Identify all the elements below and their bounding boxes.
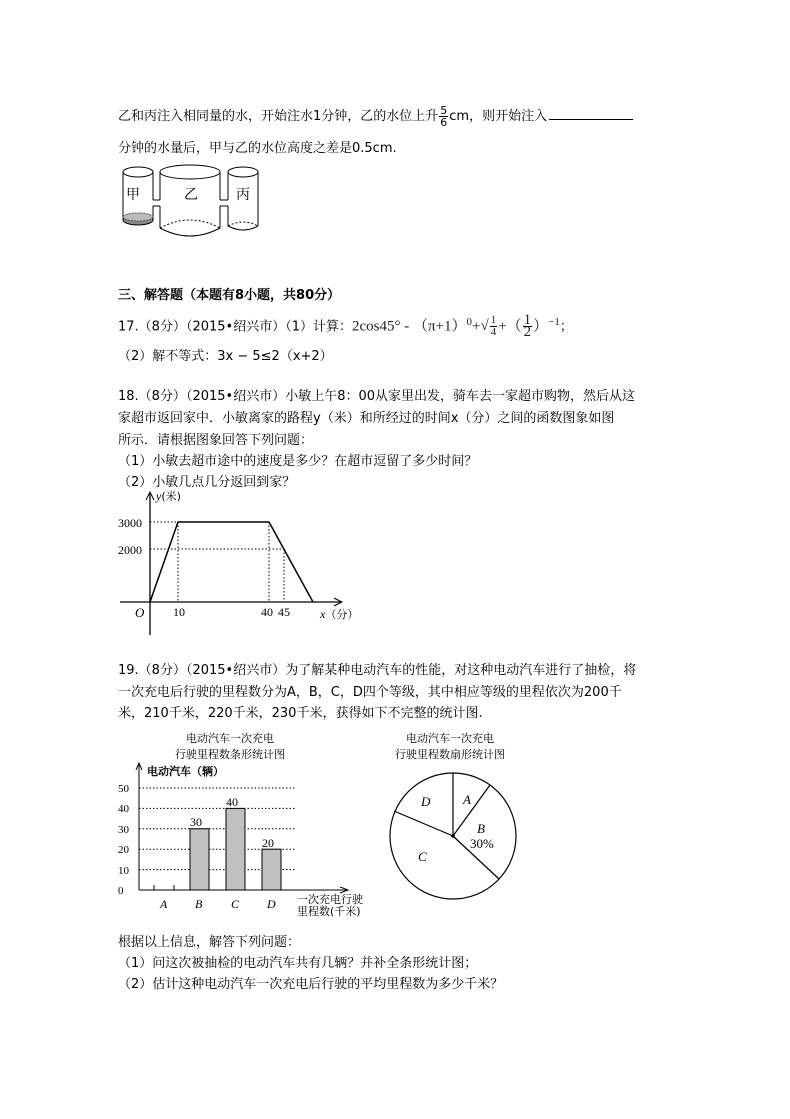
q18-line-3: 所示．请根据图象回答下列问题： — [118, 433, 314, 448]
q17-line1 — [118, 312, 573, 341]
half-num: 1 — [523, 312, 532, 329]
bar-label-D: 20 — [262, 836, 274, 850]
y-tick-0: 0 — [118, 885, 124, 897]
cylinder-label-jia: 甲 — [126, 187, 140, 203]
bar-B — [190, 829, 209, 890]
plus-sign: + — [472, 318, 481, 335]
bar-chart-x-label — [297, 894, 363, 918]
bar-chart-y-label: 电动汽车（辆） — [147, 765, 224, 778]
x-label-line2: 里程数(千米) — [297, 905, 361, 918]
half-fraction — [523, 312, 533, 341]
origin-label: O — [135, 605, 145, 620]
bar-chart-title-1: 电动汽车一次充电 — [186, 732, 274, 745]
q16-fraction — [439, 105, 448, 128]
q18-line-2: 家超市返回家中．小敏离家的路程y（米）和所经过的时间x（分）之间的函数图象如图 — [118, 411, 615, 426]
y-tick-3000: 3000 — [118, 516, 142, 530]
q16-line1 — [118, 105, 633, 128]
q16-text-2: cm，则开始注入 — [449, 109, 548, 124]
x-tick-10: 10 — [173, 605, 185, 619]
bar-chart — [110, 760, 370, 910]
x-tick-45: 45 — [278, 605, 290, 619]
half-den: 2 — [523, 324, 532, 341]
sqrt-fraction: √ $\frac{1}{4}$ — [480, 314, 497, 339]
pie-label-D: D — [421, 794, 431, 809]
pie-chart — [385, 760, 520, 905]
pie-chart-title-1: 电动汽车一次充电 — [406, 732, 494, 745]
section-heading: 三、解答题（本题有8小题，共80分） — [118, 288, 341, 303]
pie-label-C: C — [418, 849, 427, 864]
x-label-line1: 一次充电行驶 — [297, 893, 363, 906]
cat-C: C — [231, 897, 240, 910]
exponent-zero: 0 — [466, 316, 472, 328]
y-tick-10: 10 — [118, 865, 129, 877]
bar-label-C: 40 — [226, 795, 238, 809]
y-tick-30: 30 — [118, 824, 129, 836]
q18-line-4: （1）小敏去超市途中的速度是多少？在超市逗留了多少时间？ — [118, 454, 478, 469]
cylinder-label-bing: 丙 — [236, 187, 250, 203]
x-axis-label: x（分） — [320, 607, 359, 621]
bar-C — [226, 808, 245, 890]
answer-blank[interactable] — [549, 107, 633, 120]
pie-label-B: B — [477, 821, 485, 836]
y-tick-2000: 2000 — [118, 543, 142, 557]
fraction-denominator: 6 — [440, 116, 448, 129]
q19-line-2: 一次充电后行驶的里程数分为A，B，C，D四个等级，其中相应等级的里程依次为200千 — [118, 685, 622, 700]
distance-time-graph — [110, 490, 370, 640]
cat-B: B — [195, 897, 203, 910]
semicolon: ； — [559, 319, 573, 335]
q19-line-1: 19.（8分）（2015•绍兴市）为了解某种电动汽车的性能，对这种电动汽车进行了抽检，将 — [118, 663, 637, 678]
close-paren: ） — [533, 318, 549, 335]
exponent-neg1: −1 — [548, 316, 560, 328]
q19-after-3: （2）估计这种电动汽车一次充电后行驶的平均里程数为多少千米？ — [118, 977, 504, 992]
pie-chart-title-2: 行驶里程数扇形统计图 — [395, 748, 505, 761]
q18-line-1: 18.（8分）（2015•绍兴市）小敏上午8：00从家里出发，骑车去一家超市购物，然后从这 — [118, 389, 636, 404]
plus-paren: +（ — [498, 318, 522, 335]
q19-after-2: （1）问这次被抽检的电动汽车共有几辆？并补全条形统计图； — [118, 956, 478, 971]
math-expr: 2cos45° - （π+1） — [351, 318, 467, 335]
cylinders-figure — [118, 160, 278, 240]
bar-label-B: 30 — [190, 815, 202, 829]
y-tick-40: 40 — [118, 803, 129, 815]
pie-label-A: A — [463, 792, 471, 807]
q19-line-3: 米，210千米，220千米，230千米，获得如下不完整的统计图. — [118, 706, 483, 721]
q17-part2: （2）解不等式：3x − 5≤2（x+2） — [118, 349, 333, 364]
y-tick-20: 20 — [118, 844, 129, 856]
q17-prefix: 17.（8分）（2015•绍兴市）（1）计算： — [118, 319, 352, 335]
bar-D — [262, 849, 281, 890]
sqrt-den: 4 — [490, 326, 497, 339]
q18-line-5: （2）小敏几点几分返回到家？ — [118, 475, 296, 490]
sqrt-num: 1 — [490, 314, 497, 327]
x-tick-40: 40 — [261, 605, 273, 619]
cat-D: D — [267, 897, 276, 910]
cat-A: A — [160, 897, 168, 910]
q16-text: 乙和丙注入相同量的水，开始注水1分钟，乙的水位上升 — [118, 109, 439, 124]
y-axis-label: y(米) — [156, 490, 181, 503]
bar-chart-title-2: 行驶里程数条形统计图 — [175, 748, 285, 761]
fraction-numerator: 5 — [440, 104, 448, 117]
q19-after-1: 根据以上信息，解答下列问题： — [118, 935, 301, 950]
pie-label-B-percent: 30% — [470, 836, 494, 851]
y-tick-50: 50 — [118, 783, 129, 795]
cylinder-label-yi: 乙 — [184, 187, 198, 203]
q16-line2: 分钟的水量后，甲与乙的水位高度之差是0.5cm. — [118, 141, 397, 156]
